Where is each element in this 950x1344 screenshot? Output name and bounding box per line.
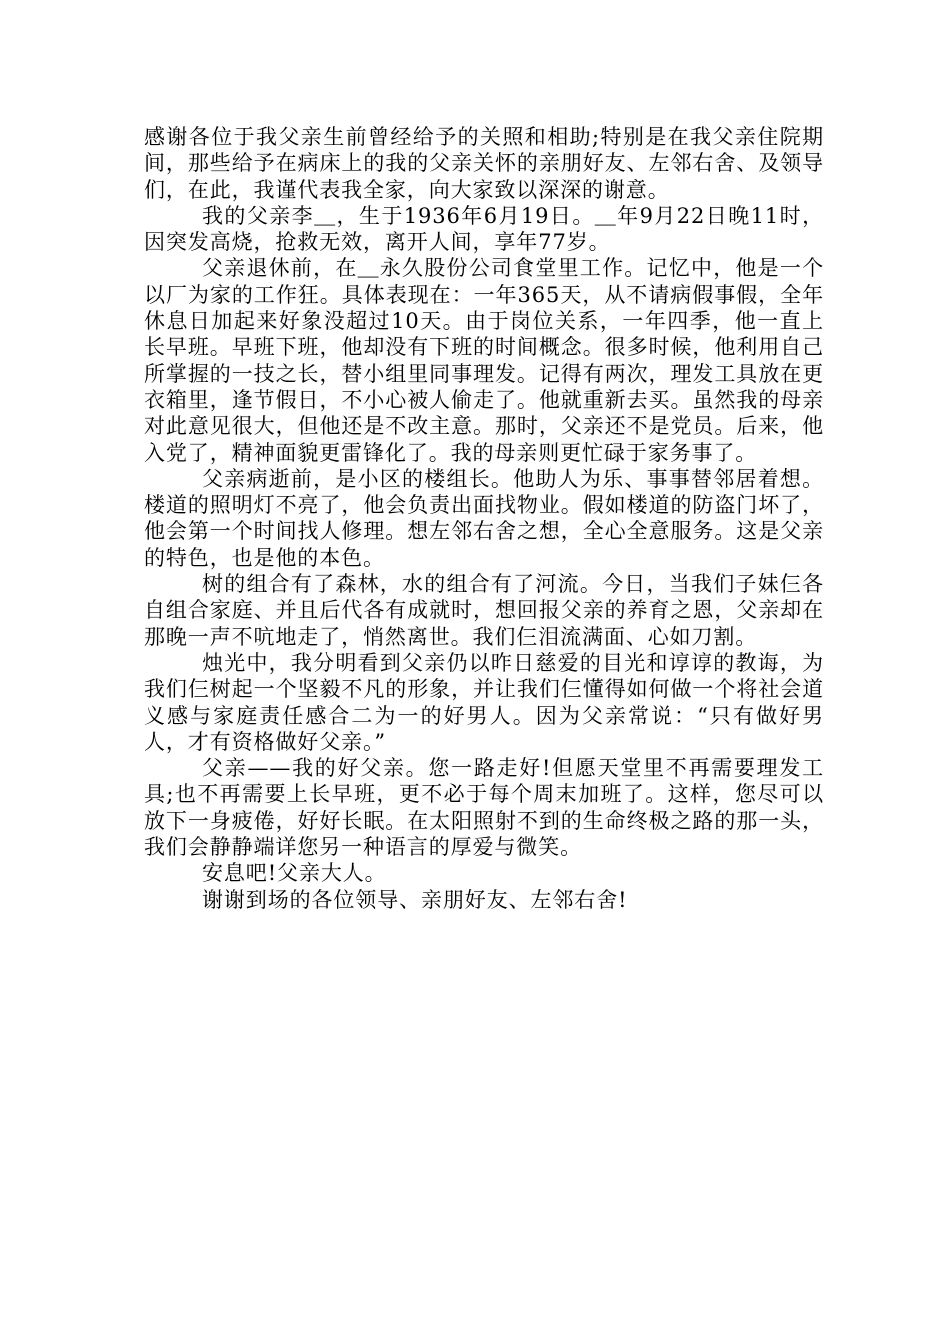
document-body <box>144 124 824 913</box>
paragraph-father-work: 父亲退休前，在＿永久股份公司食堂里工作。记忆中，他是一个以厂为家的工作狂。具体表现在：一年365天，从不请病假事假，全年休息日加起来好象没超过10天。由于岗位关系，一年四季，他一直上长早班。早班下班，他却没有下班的时间概念。很多时候，他利用自己所掌握的一技之长，替小组里同事理发。记得有两次，理发工具放在更衣箱里，逢节假日，不小心被人偷走了。他就重新去买。虽然我的母亲对此意见很大，但他还是不改主意。那时，父亲还不是党员。后来，他入党了，精神面貌更雷锋化了。我的母亲则更忙碌于家务事了。 <box>144 256 824 465</box>
paragraph-farewell: 父亲——我的好父亲。您一路走好!但愿天堂里不再需要理发工具;也不再需要上长早班，更不必于每个周末加班了。这样，您尽可以放下一身疲倦，好好长眠。在太阳照射不到的生命终极之路的那一头，我们会静静端详您另一种语言的厚爱与微笑。 <box>144 756 824 860</box>
paragraph-father-community: 父亲病逝前，是小区的楼组长。他助人为乐、事事替邻居着想。楼道的照明灯不亮了，他会负责出面找物业。假如楼道的防盗门坏了，他会第一个时间找人修理。想左邻右舍之想，全心全意服务。这是父亲的特色，也是他的本色。 <box>144 466 824 570</box>
paragraph-closing-thanks: 谢谢到场的各位领导、亲朋好友、左邻右舍! <box>202 887 628 912</box>
paragraph-thanks-intro: 感谢各位于我父亲生前曾经给予的关照和相助;特别是在我父亲住院期间，那些给予在病床上的我的父亲关怀的亲朋好友、左邻右舍、及领导们，在此，我谨代表我全家，向大家致以深深的谢意。 <box>144 125 824 202</box>
paragraph-family: 树的组合有了森林，水的组合有了河流。今日，当我们子妹仨各自组合家庭、并且后代各有成就时，想回报父亲的养育之恩，父亲却在那晚一声不吭地走了，悄然离世。我们仨泪流满面、心如刀割。 <box>144 572 824 649</box>
paragraph-father-death: 我的父亲李＿，生于1936年6月19日。＿年9月22日晚11时，因突发高烧，抢救无效，离开人间，享年77岁。 <box>144 203 824 255</box>
paragraph-rest-in-peace: 安息吧!父亲大人。 <box>202 861 387 886</box>
paragraph-candlelight: 烛光中，我分明看到父亲仍以昨日慈爱的目光和谆谆的教诲，为我们仨树起一个坚毅不凡的形象，并让我们仨懂得如何做一个将社会道义感与家庭责任感合二为一的好男人。因为父亲常说：“只有做好男人，才有资格做好父亲。” <box>144 650 824 754</box>
